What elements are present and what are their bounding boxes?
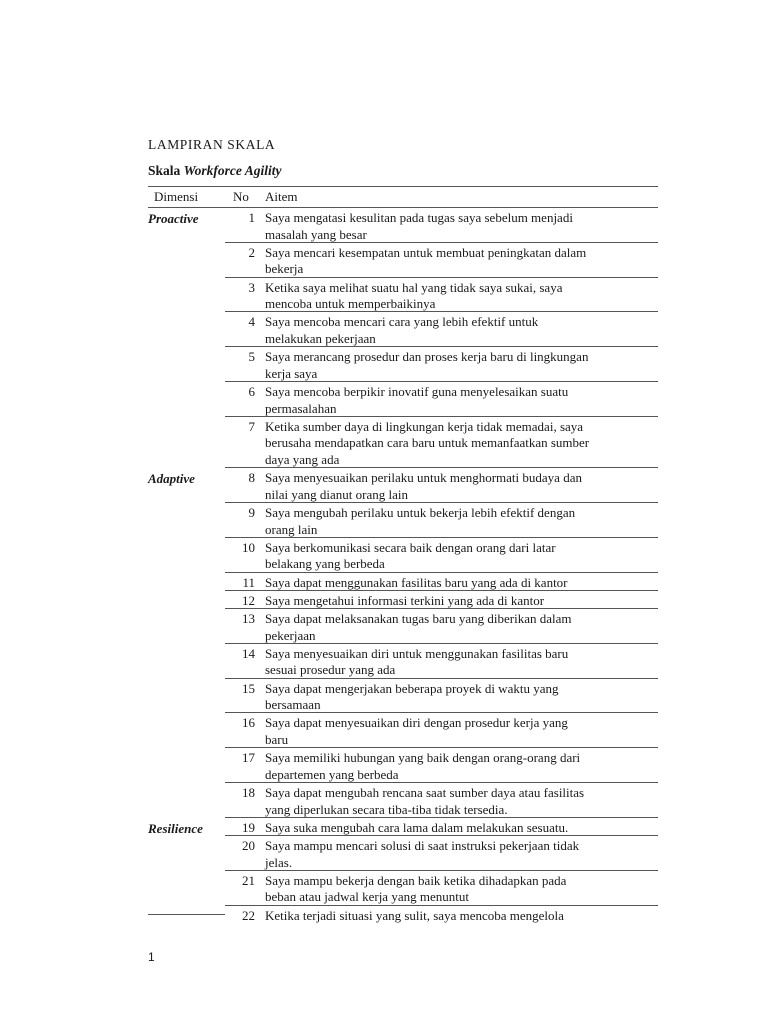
item-text [255, 818, 658, 836]
dimension-cell [148, 382, 225, 417]
dimension-cell: Proactive [148, 211, 199, 226]
item-text-line: Saya menyesuaikan perilaku untuk menghormati budaya dan [265, 470, 582, 486]
dimension-cell [148, 538, 225, 573]
scale-table [148, 186, 658, 924]
table-row [148, 713, 658, 748]
dimension-cell [148, 278, 225, 313]
item-text [255, 278, 658, 313]
item-number: 20 [242, 837, 255, 853]
item-text-line: jelas. [265, 854, 293, 870]
table-row [148, 748, 658, 783]
item-text [255, 871, 658, 906]
item-text [255, 679, 658, 714]
item-text-line: Saya mengubah perilaku untuk bekerja lebih efektif dengan [265, 504, 576, 520]
item-text-line: bersamaan [265, 697, 321, 713]
item-text-line: Saya suka mengubah cara lama dalam melakukan sesuatu. [265, 819, 569, 835]
table-row [148, 538, 658, 573]
item-text-line: bekerja [265, 261, 304, 277]
item-text [255, 347, 658, 382]
item-text-line: Ketika terjadi situasi yang sulit, saya mencoba mengelola [265, 907, 564, 923]
table-header-row [148, 187, 658, 208]
dimension-cell [148, 503, 225, 538]
dimension-cell [148, 609, 225, 644]
scale-title-prefix: Skala [148, 163, 184, 178]
item-text-line: Saya mencoba mencari cara yang lebih efektif untuk [265, 314, 539, 330]
item-text [255, 573, 658, 591]
item-text-line: Saya dapat menyesuaikan diri dengan prosedur kerja yang [265, 715, 568, 731]
dimension-column-rule [148, 914, 225, 915]
dimension-cell [148, 783, 225, 818]
item-text-line: baru [265, 731, 289, 747]
dimension-cell [148, 591, 225, 609]
item-number: 5 [248, 349, 255, 365]
item-number: 13 [242, 610, 255, 626]
item-text [255, 609, 658, 644]
item-text-line: Saya menyesuaikan diri untuk menggunakan fasilitas baru [265, 645, 569, 661]
item-number: 21 [242, 872, 255, 888]
item-number: 10 [242, 539, 255, 555]
item-text [255, 538, 658, 573]
table-row [148, 573, 658, 591]
scale-title [148, 163, 282, 179]
item-number: 12 [242, 592, 255, 608]
table-row [148, 312, 658, 347]
table-row [148, 347, 658, 382]
item-number: 8 [248, 470, 255, 486]
table-body [148, 208, 658, 924]
table-row [148, 836, 658, 871]
item-text-line: Saya memiliki hubungan yang baik dengan orang-orang dari [265, 750, 581, 766]
dimension-cell [148, 871, 225, 906]
dimension-cell [148, 417, 225, 468]
item-text-line: Saya dapat melaksanakan tugas baru yang diberikan dalam [265, 610, 572, 626]
table-row [148, 591, 658, 609]
dimension-cell [148, 243, 225, 278]
item-text [255, 382, 658, 417]
item-text [255, 748, 658, 783]
item-text-line: Saya dapat menggunakan fasilitas baru yang ada di kantor [265, 574, 568, 590]
item-text-line: masalah yang besar [265, 226, 367, 242]
item-number: 6 [248, 383, 255, 399]
dimension-cell [148, 748, 225, 783]
item-text-line: kerja saya [265, 365, 318, 381]
table-row [148, 871, 658, 906]
item-text-line: orang lain [265, 521, 318, 537]
item-text-line: berusaha mendapatkan cara baru untuk memanfaatkan sumber [265, 435, 590, 451]
scale-title-name: Workforce Agility [183, 163, 282, 178]
item-number: 4 [248, 314, 255, 330]
item-number: 1 [248, 210, 255, 225]
table-row [148, 468, 658, 503]
item-number: 22 [242, 907, 255, 923]
item-text [255, 713, 658, 748]
header-aitem: Aitem [265, 189, 298, 204]
item-text [255, 906, 658, 924]
item-number: 3 [248, 279, 255, 295]
dimension-cell [148, 312, 225, 347]
item-text-line: nilai yang dianut orang lain [265, 486, 408, 502]
item-text-line: Saya mencari kesempatan untuk membuat peningkatan dalam [265, 244, 587, 260]
item-text-line: Saya berkomunikasi secara baik dengan orang dari latar [265, 539, 556, 555]
item-text [255, 644, 658, 679]
header-no: No [233, 189, 249, 204]
item-number: 15 [242, 680, 255, 696]
table-row [148, 644, 658, 679]
item-number: 17 [242, 750, 255, 766]
item-text [255, 312, 658, 347]
dimension-cell [148, 347, 225, 382]
item-text [255, 836, 658, 871]
item-text [255, 503, 658, 538]
table-row [148, 208, 658, 243]
item-text-line: Saya dapat mengubah rencana saat sumber daya atau fasilitas [265, 784, 585, 800]
table-row [148, 417, 658, 468]
table-row [148, 382, 658, 417]
table-row [148, 609, 658, 644]
dimension-cell [148, 679, 225, 714]
item-text-line: yang diperlukan secara tiba-tiba tidak tersedia. [265, 801, 508, 817]
table-row [148, 818, 658, 836]
item-text-line: Saya dapat mengerjakan beberapa proyek di waktu yang [265, 680, 559, 696]
table-row [148, 278, 658, 313]
item-number: 14 [242, 645, 255, 661]
dimension-cell [148, 644, 225, 679]
page-number: 1 [148, 950, 155, 964]
item-text [255, 783, 658, 818]
item-number: 18 [242, 784, 255, 800]
item-text-line: permasalahan [265, 400, 337, 416]
item-text-line: mencoba untuk memperbaikinya [265, 296, 436, 312]
item-text-line: pekerjaan [265, 627, 316, 643]
item-text-line: Saya merancang prosedur dan proses kerja baru di lingkungan [265, 349, 589, 365]
item-text [255, 591, 658, 609]
item-text [255, 208, 658, 243]
item-text [255, 243, 658, 278]
table-row [148, 243, 658, 278]
item-text-line: melakukan pekerjaan [265, 330, 376, 346]
item-number: 2 [248, 244, 255, 260]
item-text-line: Ketika sumber daya di lingkungan kerja tidak memadai, saya [265, 418, 584, 434]
dimension-cell [148, 573, 225, 591]
item-text-line: Saya mengetahui informasi terkini yang ada di kantor [265, 592, 545, 608]
dimension-cell [148, 713, 225, 748]
dimension-cell: Resilience [148, 820, 203, 836]
item-text-line: departemen yang berbeda [265, 766, 399, 782]
item-text-line: sesuai prosedur yang ada [265, 662, 396, 678]
item-number: 11 [242, 574, 255, 590]
item-text-line: Ketika saya melihat suatu hal yang tidak saya sukai, saya [265, 279, 563, 295]
item-number: 16 [242, 715, 255, 731]
item-text-line: Saya mencoba berpikir inovatif guna menyelesaikan suatu [265, 383, 569, 399]
item-number: 19 [242, 819, 255, 835]
table-row [148, 679, 658, 714]
item-text-line: daya yang ada [265, 451, 340, 467]
item-text-line: Saya mampu bekerja dengan baik ketika dihadapkan pada [265, 872, 567, 888]
table-row [148, 783, 658, 818]
item-text-line: beban atau jadwal kerja yang menuntut [265, 889, 469, 905]
item-text-line: Saya mengatasi kesulitan pada tugas saya sebelum menjadi [265, 210, 573, 225]
table-row [148, 503, 658, 538]
item-text [255, 468, 658, 503]
header-dimensi: Dimensi [154, 189, 199, 204]
item-number: 7 [248, 418, 255, 434]
page-heading: LAMPIRAN SKALA [148, 137, 276, 152]
item-text-line: belakang yang berbeda [265, 556, 385, 572]
dimension-cell: Adaptive [148, 471, 195, 487]
item-text-line: Saya mampu mencari solusi di saat instruksi pekerjaan tidak [265, 837, 580, 853]
dimension-cell [148, 836, 225, 871]
item-text [255, 417, 658, 468]
item-number: 9 [248, 504, 255, 520]
